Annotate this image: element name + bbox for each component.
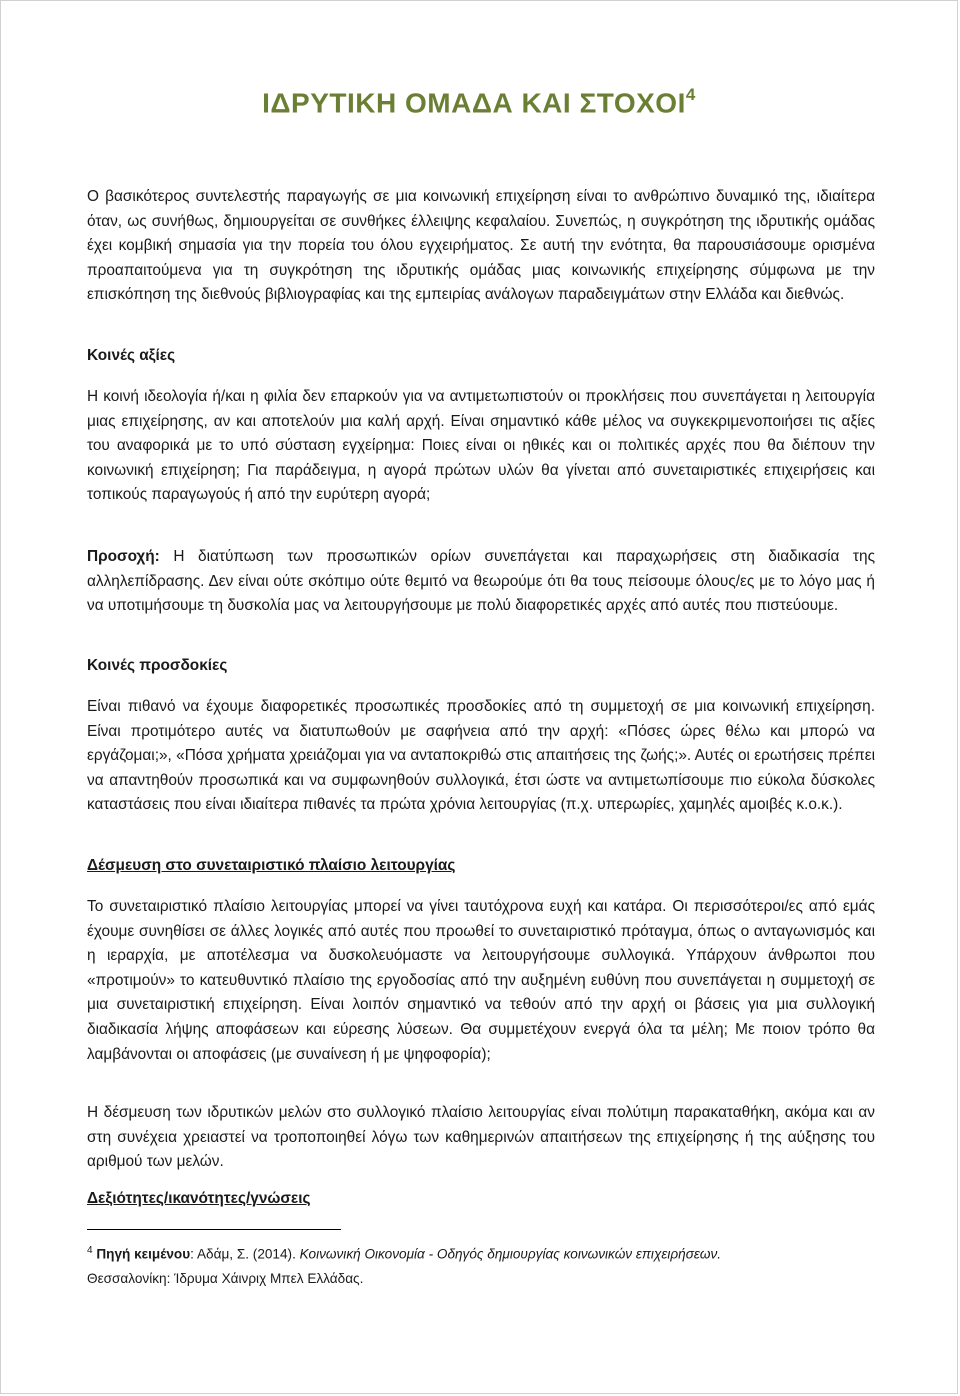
commitment-section-2	[87, 1101, 875, 1175]
commitment-paragraph-1: Το συνεταιριστικό πλαίσιο λειτουργίας μπορεί να γίνει ταυτόχρονα ευχή και κατάρα. Οι περισσότεροι/ες από εμάς έχουμε συνηθίσει σε άλλες λογικές από αυτές που προωθεί το συνεταιριστικό πρόταγμα, όπως ο ανταγωνισμός και η ιεραρχία, με αποτέλεσμα να δυσκολευόμαστε να λειτουργήσουμε συλλογικά. Υπάρχουν άνθρωποι που «προτιμούν» το κατευθυντικό πλαίσιο της εργοδοσίας από την αυξημένη ευθύνη που συνεπάγεται η συμμετοχή σε μια συνεταιριστική επιχείρηση. Είναι λοιπόν σημαντικό να τεθούν από την αρχή οι βάσεις για μια συλλογική διαδικασία λήψης αποφάσεων και εύρεσης λύσεων. Θα συμμετέχουν ενεργά όλα τα μέλη; Με ποιον τρόπο θα λαμβάνονται οι αποφάσεις (με συναίνεση ή με ψηφοφορία);	[87, 898, 875, 1063]
heading-commitment: Δέσμευση στο συνεταιριστικό πλαίσιο λειτουργίας	[87, 857, 456, 874]
attention-paragraph	[87, 545, 875, 619]
footnote-publisher: Θεσσαλονίκη: Ίδρυμα Χάινριχ Μπελ Ελλάδας.	[87, 1270, 364, 1286]
page-title	[1, 87, 957, 119]
intro-section	[87, 185, 875, 308]
expectations-section	[87, 695, 875, 818]
intro-paragraph: Ο βασικότερος συντελεστής παραγωγής σε μια κοινωνική επιχείρηση είναι το ανθρώπινο δυναμικό της, ιδιαίτερα όταν, ως συνήθως, δημιουργείται σε συνθήκες έλλειψης κεφαλαίου. Συνεπώς, η συγκρότηση της ιδρυτικής ομάδας έχει κομβική σημασία για την πορεία του όλου εγχειρήματος. Σε αυτή την ενότητα, θα παρουσιάσουμε ορισμένα προαπαιτούμενα για τη συγκρότηση της ιδρυτικής ομάδας μιας κοινωνικής επιχείρησης σύμφωνα με την επισκόπηση της διεθνούς βιβλιογραφίας και της εμπειρίας ανάλογων παραδειγμάτων στην Ελλάδα και διεθνώς.	[87, 188, 875, 304]
attention-section	[87, 545, 875, 619]
heading-common-values: Κοινές αξίες	[87, 347, 176, 364]
footnote	[87, 1239, 877, 1291]
heading-common-expectations: Κοινές προσδοκίες	[87, 657, 228, 674]
title-footnote-ref: 4	[685, 85, 696, 104]
values-paragraph: Η κοινή ιδεολογία ή/και η φιλία δεν επαρκούν για να αντιμετωπιστούν οι προκλήσεις που συνεπάγεται η λειτουργία μιας επιχείρησης, αν και αποτελούν μια καλή αρχή. Είναι σημαντικό κάθε μέλος να συγκεκριμενοποιήσει τις αξίες του αναφορικά με το υπό σύσταση εγχείρημα: Ποιες είναι οι ηθικές και οι πολιτικές αρχές που θα διέπουν την κοινωνική επιχείρηση; Για παράδειγμα, η αγορά πρώτων υλών θα γίνεται από συνεταιριστικές επιχειρήσεις και τοπικούς παραγωγούς ή από την ευρύτερη αγορά;	[87, 388, 875, 504]
footnote-title: Κοινωνική Οικονομία - Οδηγός δημιουργίας κοινωνικών επιχειρήσεων.	[299, 1246, 722, 1262]
page-title-text: ΙΔΡΥΤΙΚΗ ΟΜΑΔΑ ΚΑΙ ΣΤΟΧΟΙ	[262, 87, 686, 119]
attention-text: Η διατύπωση των προσωπικών ορίων συνεπάγεται και παραχωρήσεις στη διαδικασία της αλληλεπίδρασης. Δεν είναι ούτε σκόπιμο ούτε θεμιτό να θεωρούμε ότι θα τους πείσουμε όλους/ες με το λόγο μας ή να υποτιμήσουμε τη δυσκολία μας να λειτουργήσουμε με πολύ διαφορετικές αρχές από αυτές που πιστεύουμε.	[87, 548, 875, 615]
commitment-section	[87, 895, 875, 1067]
heading-skills: Δεξιότητες/ικανότητες/γνώσεις	[87, 1190, 311, 1207]
values-section	[87, 385, 875, 508]
footnote-label: Πηγή κειμένου	[96, 1246, 191, 1262]
commitment-paragraph-2: Η δέσμευση των ιδρυτικών μελών στο συλλογικό πλαίσιο λειτουργίας είναι πολύτιμη παρακαταθήκη, ακόμα και αν στη συνέχεια χρειαστεί να τροποποιηθεί λόγω των καθημερινών απαιτήσεων της επιχείρησης ή της αύξησης του αριθμού των μελών.	[87, 1104, 875, 1171]
footnote-author: Αδάμ, Σ. (2014).	[196, 1246, 300, 1262]
footnote-colon: :	[190, 1246, 197, 1262]
footnote-separator	[87, 1229, 341, 1230]
footnote-number: 4	[87, 1245, 93, 1256]
expectations-paragraph: Είναι πιθανό να έχουμε διαφορετικές προσωπικές προσδοκίες από τη συμμετοχή σε μια κοινωνική επιχείρηση. Είναι προτιμότερο αυτές να διατυπωθούν με σαφήνεια από την αρχή: «Πόσες ώρες θέλω και μπορώ να εργάζομαι;», «Πόσα χρήματα χρειάζομαι για να ανταποκριθώ στις απαιτήσεις της ζωής;». Αυτές οι ερωτήσεις πρέπει να απαντηθούν προσωπικά και να συμφωνηθούν συλλογικά, έτσι ώστε να αντιμετωπίσουμε πιο εύκολα δύσκολες καταστάσεις που είναι ιδιαίτερα πιθανές τα πρώτα χρόνια λειτουργίας (π.χ. υπερωρίες, χαμηλές αμοιβές κ.ο.κ.).	[87, 698, 875, 814]
attention-label: Προσοχή:	[87, 548, 160, 565]
